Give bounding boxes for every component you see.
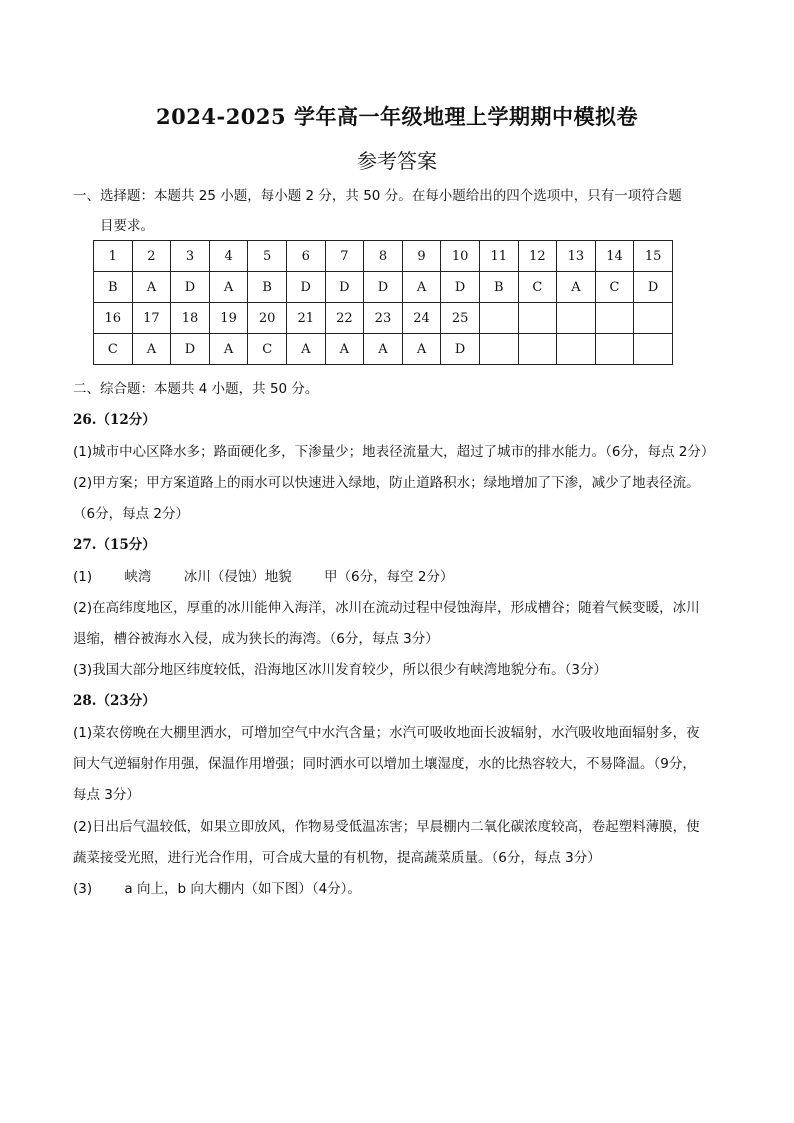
q28-heading: 28.（23分） <box>73 693 156 709</box>
answer-table-cell: D <box>325 272 364 303</box>
answer-table-cell: C <box>518 272 557 303</box>
q27-heading: 27.（15分） <box>73 537 156 553</box>
answer-table-cell <box>634 334 673 365</box>
answer-table-cell: 20 <box>248 303 287 334</box>
q28-part3 <box>73 877 361 897</box>
q27-part3: (3)我国大部分地区纬度较低，沿海地区冰川发育较少，所以很少有峡湾地貌分布。（3分） <box>73 662 607 678</box>
answer-table-cell: 19 <box>209 303 248 334</box>
answer-table-cell: 12 <box>518 241 557 272</box>
q27-answer-a: 峡湾 <box>124 569 152 585</box>
section2-heading: 二、综合题：本题共 4 小题，共 50 分。 <box>73 381 319 397</box>
answer-table-cell: D <box>286 272 325 303</box>
answer-table-cell: 18 <box>171 303 210 334</box>
answer-table-cell: A <box>402 272 441 303</box>
q26-part2-line2: （6分，每点 2分） <box>73 506 189 522</box>
answer-table-cell <box>595 334 634 365</box>
answer-table-cell <box>595 303 634 334</box>
answer-table <box>93 240 673 365</box>
q26-part2-line1: (2)甲方案；甲方案道路上的雨水可以快速进入绿地，防止道路积水；绿地增加了下渗，减少了地表径流。 <box>73 475 700 491</box>
answer-table-cell: C <box>595 272 634 303</box>
answer-table-row <box>94 334 673 365</box>
answer-table-cell: 2 <box>132 241 171 272</box>
answer-table-cell: 15 <box>634 241 673 272</box>
q27-answer-c: 甲（6分，每空 2分） <box>324 569 454 585</box>
q28-part3-label: (3) <box>73 881 93 897</box>
section1-intro-line1: 一、选择题：本题共 25 小题，每小题 2 分，共 50 分。在每小题给出的四个选项中，只有一项符合题 <box>73 188 682 204</box>
answer-table-cell <box>557 334 596 365</box>
answer-table-cell: A <box>286 334 325 365</box>
answer-table-cell <box>518 334 557 365</box>
q28-part1-line2: 间大气逆辐射作用强，保温作用增强；同时洒水可以增加土壤湿度，水的比热容较大，不易降温。（9分， <box>73 756 696 772</box>
answer-table-cell <box>479 334 518 365</box>
q28-part1-line1: (1)菜农傍晚在大棚里洒水，可增加空气中水汽含量；水汽可吸收地面长波辐射，水汽吸收地面辐射多，夜 <box>73 725 700 741</box>
q27-part1-label: (1) <box>73 569 93 585</box>
answer-table-cell: 7 <box>325 241 364 272</box>
answer-table-cell: C <box>94 334 133 365</box>
q26-part1: (1)城市中心区降水多；路面硬化多，下渗量少；地表径流量大，超过了城市的排水能力。（6分，每点 2分） <box>73 444 715 460</box>
answer-table-cell: 17 <box>132 303 171 334</box>
answer-table-cell <box>479 303 518 334</box>
answer-table-cell: A <box>209 272 248 303</box>
answer-table-cell: A <box>557 272 596 303</box>
answer-table-row <box>94 303 673 334</box>
answer-table-cell: D <box>171 334 210 365</box>
answer-table-cell: 8 <box>364 241 403 272</box>
answer-table-cell: 10 <box>441 241 480 272</box>
answer-table-cell: A <box>364 334 403 365</box>
page-title: 2024-2025 学年高一年级地理上学期期中模拟卷 <box>156 104 638 129</box>
answer-table-cell: 9 <box>402 241 441 272</box>
q27-part1 <box>73 565 454 585</box>
q27-part2-line1: (2)在高纬度地区，厚重的冰川能伸入海洋，冰川在流动过程中侵蚀海岸，形成槽谷；随着气候变暖，冰川 <box>73 600 700 616</box>
q27-answer-b: 冰川（侵蚀）地貌 <box>183 569 292 585</box>
answer-table-cell: A <box>132 272 171 303</box>
answer-table-cell <box>557 303 596 334</box>
answer-table-cell: B <box>479 272 518 303</box>
answer-table-cell: 22 <box>325 303 364 334</box>
answer-table-cell: 23 <box>364 303 403 334</box>
answer-table-row <box>94 272 673 303</box>
answer-table-cell: D <box>364 272 403 303</box>
answer-table-cell: 4 <box>209 241 248 272</box>
answer-table-cell: 13 <box>557 241 596 272</box>
answer-table-cell: A <box>325 334 364 365</box>
answer-table-cell: A <box>209 334 248 365</box>
answer-table-row <box>94 241 673 272</box>
answer-table-cell: D <box>634 272 673 303</box>
section1-intro-line2: 目要求。 <box>100 218 154 234</box>
q26-heading: 26.（12分） <box>73 412 156 428</box>
answer-table-cell: D <box>441 272 480 303</box>
answer-table-cell: 3 <box>171 241 210 272</box>
answer-table-cell: 5 <box>248 241 287 272</box>
q28-part2-line2: 蔬菜接受光照，进行光合作用，可合成大量的有机物，提高蔬菜质量。（6分，每点 3分） <box>73 850 601 866</box>
answer-table-cell: 1 <box>94 241 133 272</box>
answer-table-cell: D <box>441 334 480 365</box>
answer-table-cell: 21 <box>286 303 325 334</box>
answer-table-cell: 14 <box>595 241 634 272</box>
answer-table-cell: 6 <box>286 241 325 272</box>
q28-part2-line1: (2)日出后气温较低，如果立即放风，作物易受低温冻害；早晨棚内二氧化碳浓度较高，卷起塑料薄膜，使 <box>73 819 700 835</box>
answer-table-cell: B <box>94 272 133 303</box>
answer-table-cell: 11 <box>479 241 518 272</box>
q28-part3-text: a 向上，b 向大棚内（如下图）（4分）。 <box>124 881 361 897</box>
answer-table-cell: C <box>248 334 287 365</box>
answer-table-cell: 24 <box>402 303 441 334</box>
answer-table-cell <box>634 303 673 334</box>
answer-table-cell: 25 <box>441 303 480 334</box>
answer-table-cell <box>518 303 557 334</box>
q27-part2-line2: 退缩，槽谷被海水入侵，成为狭长的海湾。（6分，每点 3分） <box>73 631 439 647</box>
answer-table-cell: A <box>132 334 171 365</box>
answer-table-cell: D <box>171 272 210 303</box>
answer-table-cell: A <box>402 334 441 365</box>
answer-table-cell: B <box>248 272 287 303</box>
page-subtitle: 参考答案 <box>357 149 437 173</box>
q28-part1-line3: 每点 3分） <box>73 787 140 803</box>
answer-table-cell: 16 <box>94 303 133 334</box>
